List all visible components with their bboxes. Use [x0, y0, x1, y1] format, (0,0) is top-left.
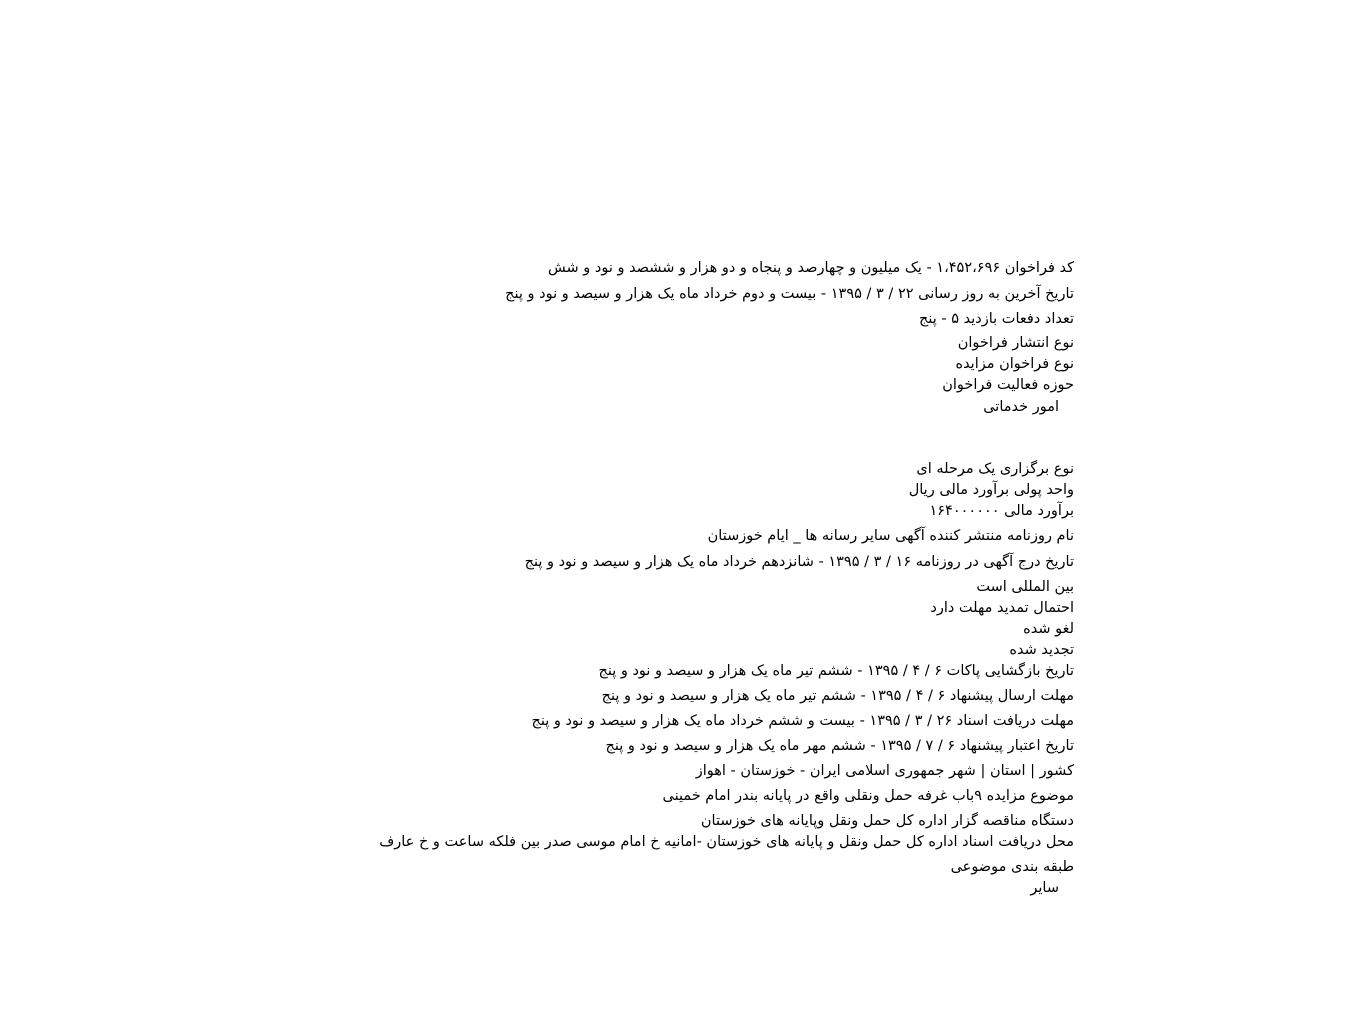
newspaper-name: نام روزنامه منتشر کننده آگهی سایر رسانه ها _ ایام خوزستان — [707, 528, 1074, 544]
newspaper-date: تاریخ درج آگهی در روزنامه ۱۶ / ۳ / ۱۳۹۵ - شانزدهم خرداد ماه یک هزار و سیصد و نود و پنج — [524, 554, 1074, 570]
activity-field-label: حوزه فعالیت فراخوان — [942, 377, 1074, 393]
submission-deadline: مهلت ارسال پیشنهاد ۶ / ۴ / ۱۳۹۵ - ششم تیر ماه یک هزار و سیصد و نود و پنج — [601, 688, 1074, 704]
offer-validity-date: تاریخ اعتبار پیشنهاد ۶ / ۷ / ۱۳۹۵ - ششم مهر ماه یک هزار و سیصد و نود و پنج — [605, 738, 1074, 754]
classification-label: طبقه بندی موضوعی — [950, 859, 1074, 875]
currency-unit: واحد پولی برآورد مالی ریال — [908, 482, 1074, 498]
financial-estimate: برآورد مالی ۱۶۴۰۰۰۰۰۰ — [929, 503, 1074, 519]
subject: موضوع مزایده ۹باب غرفه حمل ونقلی واقع در پایانه بندر امام خمینی — [662, 788, 1074, 804]
tender-type: نوع فراخوان مزایده — [955, 356, 1074, 372]
extension-flag: احتمال تمدید مهلت دارد — [930, 600, 1074, 616]
documents-deadline: مهلت دریافت اسناد ۲۶ / ۳ / ۱۳۹۵ - بیست و ششم خرداد ماه یک هزار و سیصد و نود و پنج — [531, 713, 1074, 729]
last-update-date: تاریخ آخرین به روز رسانی ۲۲ / ۳ / ۱۳۹۵ - بیست و دوم خرداد ماه یک هزار و سیصد و نود و پنج — [505, 286, 1074, 302]
documents-location: محل دریافت اسناد اداره کل حمل ونقل و پایانه های خوزستان -امانیه خ امام موسی صدر بین فلکه ساعت و خ عارف — [379, 834, 1074, 850]
publication-type: نوع انتشار فراخوان — [957, 335, 1074, 351]
cancelled-flag: لغو شده — [1023, 621, 1074, 637]
organizer: دستگاه مناقصه گزار اداره کل حمل ونقل وپایانه های خوزستان — [700, 813, 1074, 829]
tender-code: کد فراخوان ۱،۴۵۲،۶۹۶ - یک میلیون و چهارصد و پنجاه و دو هزار و ششصد و نود و شش — [548, 260, 1074, 276]
activity-field-value: امور خدماتی — [983, 399, 1059, 415]
opening-date: تاریخ بازگشایی پاکات ۶ / ۴ / ۱۳۹۵ - ششم تیر ماه یک هزار و سیصد و نود و پنج — [598, 663, 1074, 679]
location: کشور | استان | شهر جمهوری اسلامی ایران - خوزستان - اهواز — [695, 763, 1074, 779]
holding-type: نوع برگزاری یک مرحله ای — [916, 461, 1074, 477]
classification-value: سایر — [1030, 880, 1059, 896]
renewed-flag: تجدید شده — [1009, 642, 1074, 658]
international-flag: بین المللی است — [976, 579, 1074, 595]
visit-count: تعداد دفعات بازدید ۵ - پنج — [919, 311, 1074, 327]
